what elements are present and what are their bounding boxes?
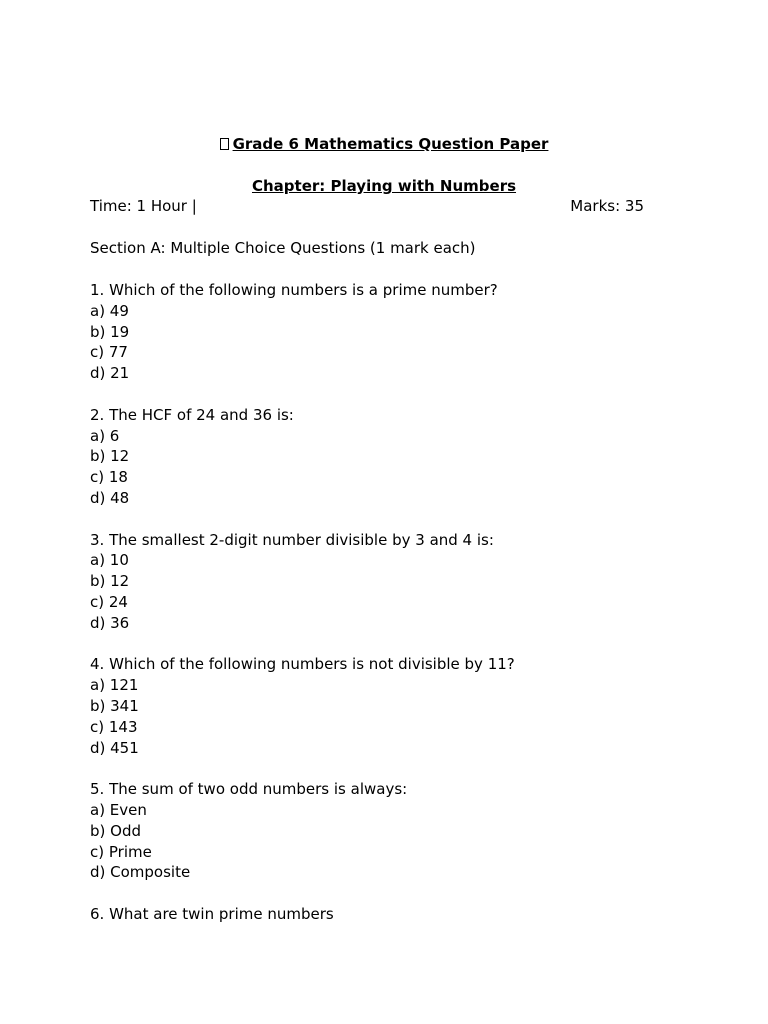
answer-option: c) 24 — [90, 592, 128, 611]
answer-option: b) 12 — [90, 447, 130, 466]
answer-option: b) 19 — [90, 322, 130, 341]
question-item — [90, 280, 690, 384]
marks-label: Marks: 35 — [570, 197, 644, 215]
answer-option: d) Composite — [90, 863, 191, 882]
answer-option: d) 48 — [90, 488, 130, 507]
answer-option: a) Even — [90, 800, 147, 819]
answer-option: b) 12 — [90, 572, 130, 591]
time-label: Time: 1 Hour | — [90, 197, 197, 215]
answer-option: b) 341 — [90, 696, 139, 715]
answer-option: a) 6 — [90, 426, 120, 445]
answer-option: a) 49 — [90, 301, 129, 320]
question-item — [90, 654, 690, 758]
answer-option: a) 121 — [90, 676, 139, 695]
answer-option: d) 21 — [90, 364, 130, 383]
missing-glyph-icon — [220, 138, 229, 150]
question-text: 2. The HCF of 24 and 36 is: — [90, 405, 294, 424]
question-item — [90, 405, 690, 509]
question-text: 6. What are twin prime numbers — [90, 904, 334, 923]
answer-option: c) Prime — [90, 842, 152, 861]
answer-option: c) 18 — [90, 468, 128, 487]
question-list — [90, 280, 690, 946]
answer-option: d) 36 — [90, 613, 130, 632]
answer-option: b) Odd — [90, 821, 141, 840]
answer-option: c) 143 — [90, 717, 138, 736]
section-a-heading: Section A: Multiple Choice Questions (1 mark each) — [90, 239, 476, 257]
answer-option: d) 451 — [90, 738, 139, 757]
page-title — [0, 134, 768, 154]
question-item — [90, 530, 690, 634]
page-title-text: Grade 6 Mathematics Question Paper — [232, 135, 549, 153]
question-item — [90, 779, 690, 883]
question-text: 3. The smallest 2-digit number divisible by 3 and 4 is: — [90, 530, 494, 549]
question-item — [90, 904, 690, 925]
question-text: 5. The sum of two odd numbers is always: — [90, 780, 408, 799]
answer-option: a) 10 — [90, 551, 129, 570]
chapter-title: Chapter: Playing with Numbers — [251, 177, 517, 195]
question-text: 1. Which of the following numbers is a prime number? — [90, 281, 498, 299]
question-text: 4. Which of the following numbers is not divisible by 11? — [90, 655, 515, 674]
answer-option: c) 77 — [90, 343, 128, 362]
